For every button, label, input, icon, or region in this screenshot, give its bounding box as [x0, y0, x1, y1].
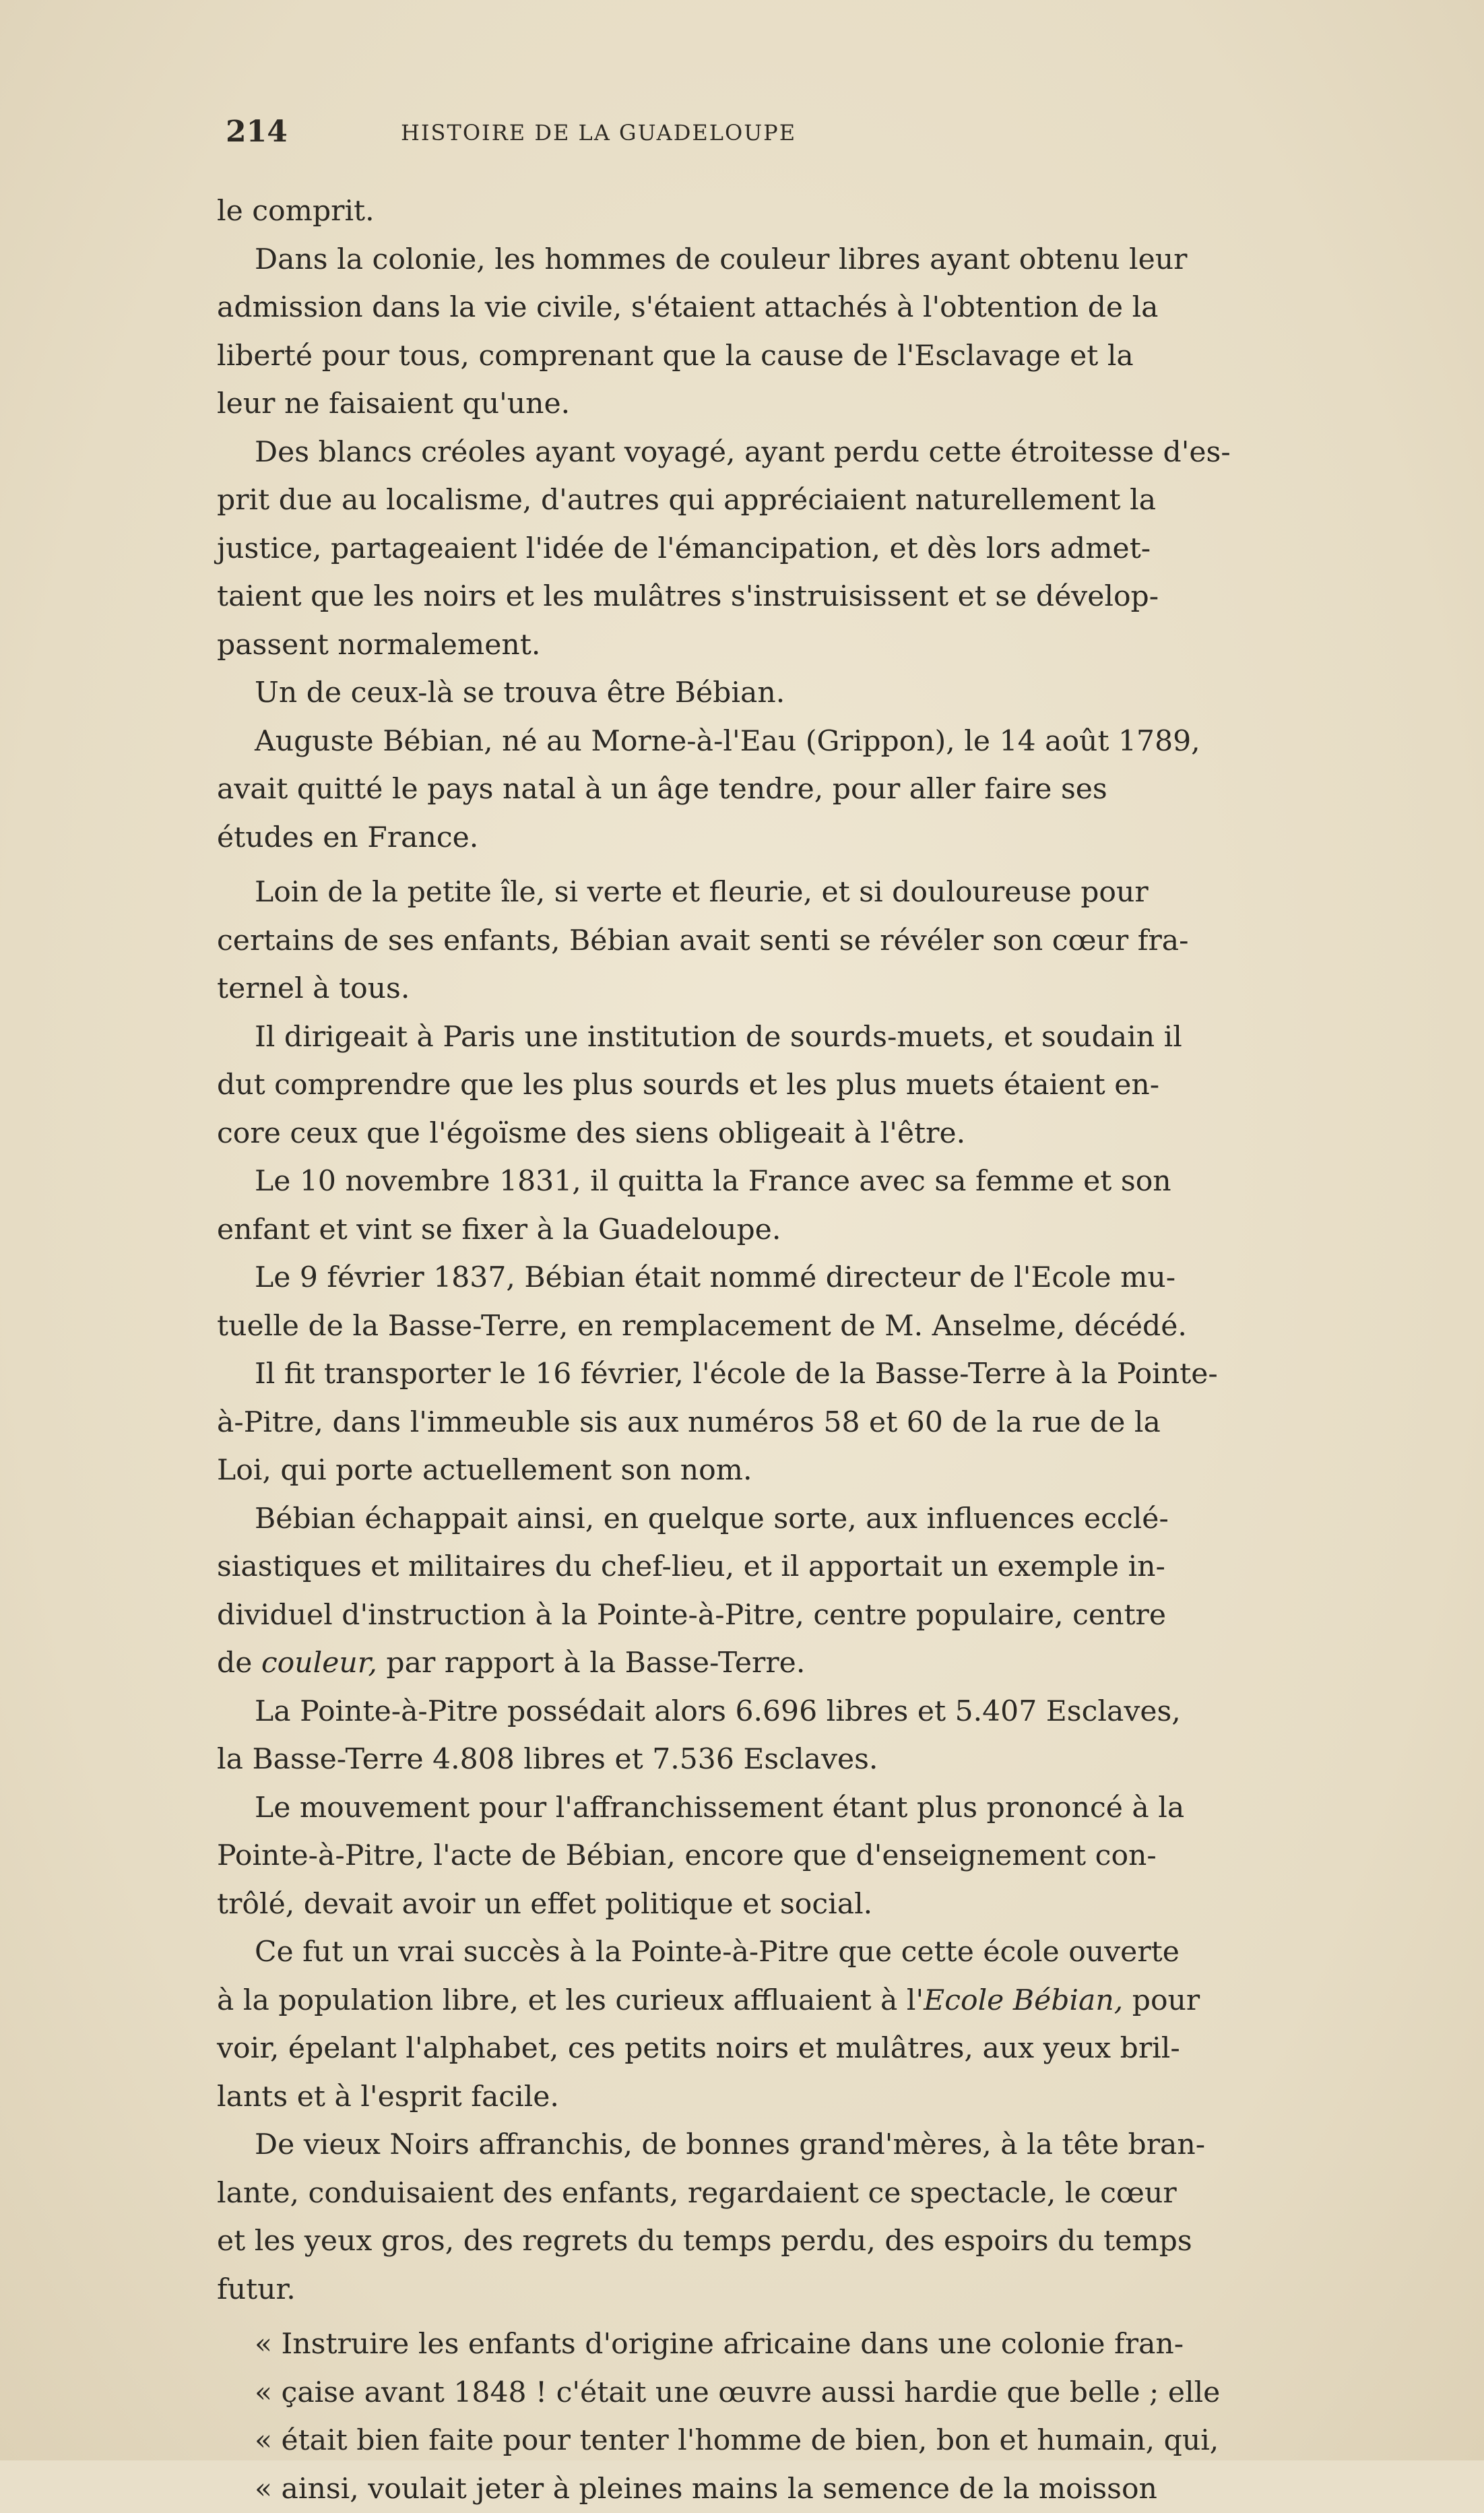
text-line: avait quitté le pays natal à un âge tendre, pour aller faire ses — [217, 765, 1429, 814]
text-line: Auguste Bébian, né au Morne-à-l'Eau (Grippon), le 14 août 1789, — [217, 718, 1429, 766]
text-line: taient que les noirs et les mulâtres s'instruisissent et se dévelop- — [217, 573, 1429, 621]
text-line: core ceux que l'égoïsme des siens obligeait à l'être. — [217, 1110, 1429, 1158]
text-line: lants et à l'esprit facile. — [217, 2073, 1429, 2122]
text-line: Dans la colonie, les hommes de couleur libres ayant obtenu leur — [217, 236, 1429, 284]
running-title: HISTOIRE DE LA GUADELOUPE — [401, 120, 796, 146]
text-line: ternel à tous. — [217, 965, 1429, 1013]
text-run: de — [217, 1647, 261, 1680]
text-line: lante, conduisaient des enfants, regardaient ce spectacle, le cœur — [217, 2169, 1429, 2218]
text-line: De vieux Noirs affranchis, de bonnes grand'mères, à la tête bran- — [217, 2121, 1429, 2169]
text-line: Loi, qui porte actuellement son nom. — [217, 1446, 1429, 1495]
text-line: « était bien faite pour tenter l'homme de bien, bon et humain, qui, — [217, 2417, 1429, 2465]
text-line: certains de ses enfants, Bébian avait senti se révéler son cœur fra- — [217, 917, 1429, 965]
text-line: Il dirigeait à Paris une institution de sourds-muets, et soudain il — [217, 1013, 1429, 1062]
text-line: Un de ceux-là se trouva être Bébian. — [217, 669, 1429, 718]
page-number: 214 — [226, 115, 288, 149]
text-line: Bébian échappait ainsi, en quelque sorte, aux influences ecclé- — [217, 1495, 1429, 1544]
text-line: Loin de la petite île, si verte et fleurie, et si douloureuse pour — [217, 868, 1429, 917]
italic-run: couleur, — [261, 1647, 377, 1680]
text-line: et les yeux gros, des regrets du temps perdu, des espoirs du temps — [217, 2217, 1429, 2266]
text-line: futur. — [217, 2266, 1429, 2314]
text-line: « çaise avant 1848 ! c'était une œuvre aussi hardie que belle ; elle — [217, 2369, 1429, 2417]
text-line: admission dans la vie civile, s'étaient attachés à l'obtention de la — [217, 284, 1429, 332]
text-line: Pointe-à-Pitre, l'acte de Bébian, encore que d'enseignement con- — [217, 1832, 1429, 1880]
text-run: pour — [1123, 1984, 1200, 2017]
text-line: passent normalement. — [217, 621, 1429, 670]
text-line: leur ne faisaient qu'une. — [217, 380, 1429, 428]
text-run: à la population libre, et les curieux affluaient à l' — [217, 1984, 924, 2017]
page-header — [226, 115, 1132, 155]
italic-run: Ecole Bébian, — [924, 1984, 1123, 2017]
text-line: « ainsi, voulait jeter à pleines mains la semence de la moisson — [217, 2465, 1429, 2513]
text-line: dividuel d'instruction à la Pointe-à-Pitre, centre populaire, centre — [217, 1591, 1429, 1640]
text-line: la Basse-Terre 4.808 libres et 7.536 Esclaves. — [217, 1736, 1429, 1784]
text-line: Ce fut un vrai succès à la Pointe-à-Pitre que cette école ouverte — [217, 1928, 1429, 1977]
text-line: « Instruire les enfants d'origine africaine dans une colonie fran- — [217, 2320, 1429, 2369]
text-line: le comprit. — [217, 187, 1429, 236]
text-line: Le mouvement pour l'affranchissement étant plus prononcé à la — [217, 1784, 1429, 1833]
text-line: Le 9 février 1837, Bébian était nommé directeur de l'Ecole mu- — [217, 1254, 1429, 1302]
text-line: à-Pitre, dans l'immeuble sis aux numéros 58 et 60 de la rue de la — [217, 1399, 1429, 1447]
text-line: trôlé, devait avoir un effet politique et social. — [217, 1880, 1429, 1929]
text-line: prit due au localisme, d'autres qui appréciaient naturellement la — [217, 476, 1429, 525]
text-line: études en France. — [217, 814, 1429, 862]
text-line: Il fit transporter le 16 février, l'école de la Basse-Terre à la Pointe- — [217, 1350, 1429, 1399]
text-line: liberté pour tous, comprenant que la cause de l'Esclavage et la — [217, 332, 1429, 381]
text-line — [217, 1639, 1429, 1688]
text-line — [217, 1977, 1429, 2025]
text-line: Le 10 novembre 1831, il quitta la France avec sa femme et son — [217, 1157, 1429, 1206]
text-run: par rapport à la Basse-Terre. — [377, 1647, 805, 1680]
text-line: tuelle de la Basse-Terre, en remplacement de M. Anselme, décédé. — [217, 1302, 1429, 1351]
text-line: enfant et vint se fixer à la Guadeloupe. — [217, 1206, 1429, 1254]
text-line: dut comprendre que les plus sourds et les plus muets étaient en- — [217, 1061, 1429, 1110]
body-text — [217, 187, 1429, 2513]
text-line: voir, épelant l'alphabet, ces petits noirs et mulâtres, aux yeux bril- — [217, 2025, 1429, 2073]
text-line: siastiques et militaires du chef-lieu, et il apportait un exemple in- — [217, 1543, 1429, 1591]
text-line: justice, partageaient l'idée de l'émancipation, et dès lors admet- — [217, 525, 1429, 573]
text-line: Des blancs créoles ayant voyagé, ayant perdu cette étroitesse d'es- — [217, 428, 1429, 477]
text-line: La Pointe-à-Pitre possédait alors 6.696 libres et 5.407 Esclaves, — [217, 1688, 1429, 1736]
